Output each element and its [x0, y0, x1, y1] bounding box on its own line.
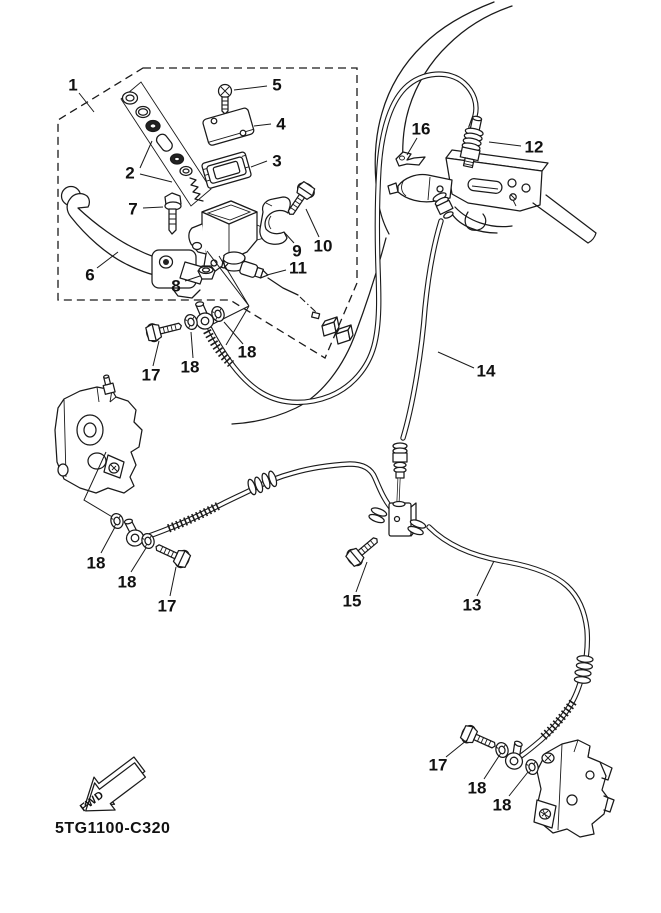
diagram-part-code: 5TG1100-C320 [55, 820, 171, 837]
callout-leader-line [79, 93, 94, 112]
callout-leader-line [306, 209, 319, 237]
callout-leader-line [224, 322, 243, 344]
part-callout-14: 14 [476, 361, 496, 381]
part-callout-1: 1 [68, 75, 78, 95]
master-cylinder-art [62, 82, 354, 345]
callout-leader-line [153, 341, 159, 366]
hose-clamp-16 [396, 152, 425, 166]
part-callout-18: 18 [180, 357, 200, 377]
callout-leader-line [170, 567, 176, 596]
callout-leader-line [101, 527, 115, 553]
callout-leader-line [234, 86, 267, 90]
part-callout-17: 17 [428, 755, 448, 775]
callout-leader-line [191, 332, 193, 358]
callout-leader-line [97, 252, 118, 268]
part-callout-18: 18 [467, 778, 487, 798]
part-callout-15: 15 [342, 591, 362, 611]
part-callout-9: 9 [292, 241, 302, 261]
tee-joint-art [146, 464, 593, 756]
callout-leader-line [131, 548, 146, 572]
part-callout-10: 10 [313, 236, 333, 256]
part-callout-17: 17 [141, 365, 161, 385]
callout-leader-line [143, 207, 163, 208]
callout-leader-line [489, 142, 521, 146]
callout-leader-line [446, 740, 467, 757]
part-callout-2: 2 [125, 163, 135, 183]
tee-joint-bolt-15 [344, 532, 383, 569]
part-callout-18: 18 [117, 572, 137, 592]
callout-leader-line [356, 562, 367, 592]
callout-leader-line [477, 561, 494, 596]
part-callout-3: 3 [272, 151, 282, 171]
part-callout-7: 7 [128, 199, 138, 219]
part-callout-4: 4 [276, 114, 286, 134]
part-callout-18: 18 [86, 553, 106, 573]
part-callout-17: 17 [157, 596, 177, 616]
handlebar-art [232, 2, 596, 424]
callout-leader-line [140, 141, 152, 168]
callout-leader-line [254, 124, 271, 126]
callout-leader-line [251, 161, 267, 167]
part-callout-5: 5 [272, 75, 282, 95]
fwd-label: FWD [77, 788, 107, 815]
part-callout-12: 12 [524, 137, 544, 157]
part-callout-18: 18 [492, 795, 512, 815]
part-callout-8: 8 [171, 276, 181, 296]
left-brake-caliper-art [55, 374, 142, 518]
right-brake-caliper-art [534, 740, 614, 837]
part-callout-18: 18 [237, 342, 257, 362]
part-callout-13: 13 [462, 595, 482, 615]
part-callout-16: 16 [411, 119, 431, 139]
callout-leader-line [438, 352, 474, 368]
brake-hose-14-art [393, 191, 456, 502]
callout-leader-line [140, 174, 172, 182]
callout-leader-line [407, 138, 417, 155]
part-callout-11: 11 [289, 258, 307, 278]
callout-leader-line [484, 756, 499, 779]
part-callout-6: 6 [85, 265, 95, 285]
callout-leader-line [267, 270, 286, 275]
callout-leader-line [509, 772, 528, 796]
